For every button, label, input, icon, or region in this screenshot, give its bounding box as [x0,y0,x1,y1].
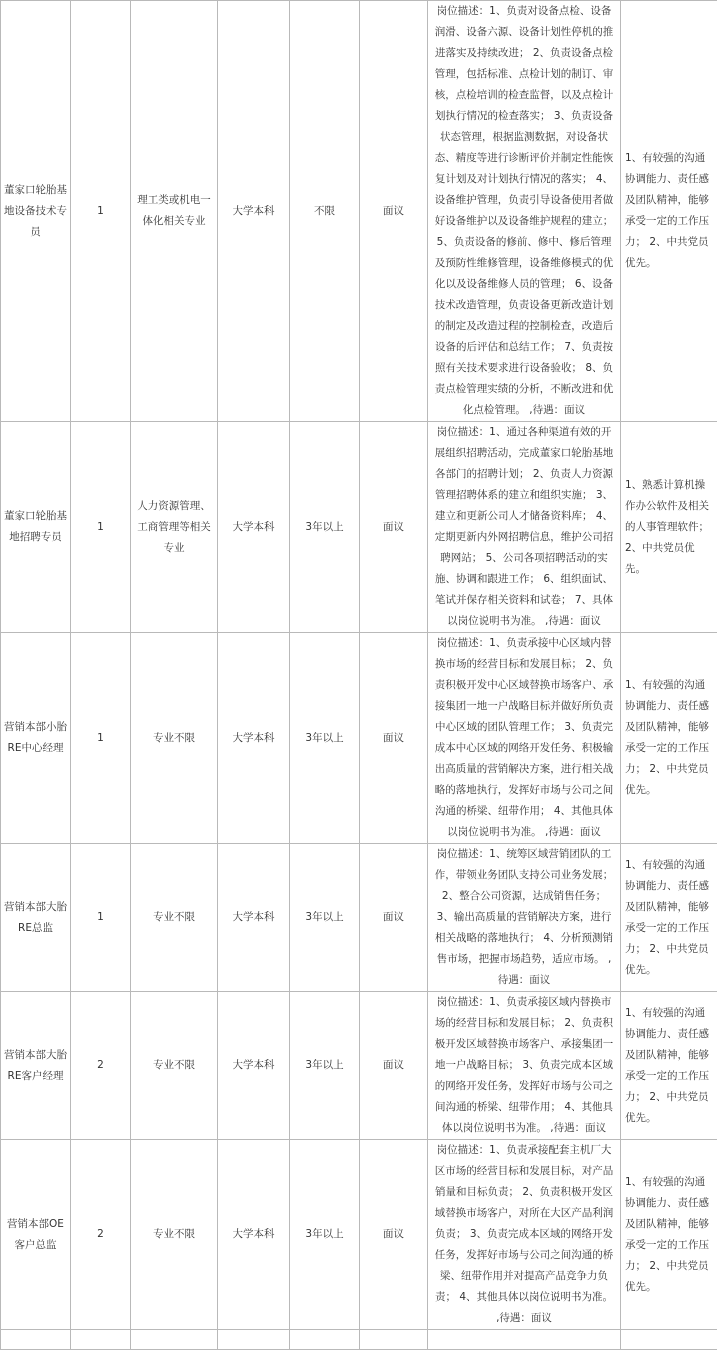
experience-cell: 3年以上 [290,1140,360,1330]
table-row [1,422,717,633]
salary-cell: 面议 [360,1,428,422]
requirements-cell: 1、有较强的沟通协调能力、责任感及团队精神，能够承受一定的工作压力； 2、中共党员优先。 [621,844,717,992]
requirements-cell: 1、有较强的沟通协调能力、责任感及团队精神，能够承受一定的工作压力； 2、中共党员优先。 [621,1,717,422]
major-cell: 专业不限 [131,844,218,992]
experience-cell: 3年以上 [290,422,360,633]
count-cell: 2 [71,1140,131,1330]
description-cell: 岗位描述：1、负责承接配套主机厂大区市场的经营目标和发展目标，对产品销量和目标负责； 2、负责积极开发区域替换市场客户，对所在大区产品利润负责； 3、负责完成本区域的网络开发任务，发挥好市场与公司之间沟通的桥梁、纽带作用并对提高产品竞争力负责； 4、其他具体以岗位说明书为准。 ,待遇：面议 [428,1140,621,1330]
count-cell: 1 [71,1,131,422]
education-cell: 大学本科 [218,844,290,992]
description-cell: 岗位描述：1、通过各种渠道有效的开展组织招聘活动，完成董家口轮胎基地各部门的招聘计划； 2、负责人力资源管理招聘体系的建立和组织实施； 3、建立和更新公司人才储备资料库； 4、定期更新内外网招聘信息，维护公司招聘网站； 5、公司各项招聘活动的实施、协调和跟进工作； 6、组织面试、笔试并保存相关资料和试卷； 7、具体以岗位说明书为准。 ,待遇：面议 [428,422,621,633]
major-cell: 专业不限 [131,992,218,1140]
table-row [1,633,717,844]
major-cell: 专业不限 [131,633,218,844]
empty-cell [131,1330,218,1350]
table-row [1,1,717,422]
empty-cell [1,1330,71,1350]
experience-cell: 3年以上 [290,633,360,844]
education-cell: 大学本科 [218,422,290,633]
table-row [1,1140,717,1330]
position-cell: 营销本部大胎RE客户经理 [1,992,71,1140]
experience-cell: 不限 [290,1,360,422]
position-cell: 营销本部OE客户总监 [1,1140,71,1330]
description-cell: 岗位描述：1、负责承接区域内替换市场的经营目标和发展目标； 2、负责积极开发区域替换市场客户、承接集团一地一户战略目标； 3、负责完成本区域的网络开发任务，发挥好市场与公司之间沟通的桥梁、纽带作用； 4、其他具体以岗位说明书为准。 ,待遇：面议 [428,992,621,1140]
table-row [1,992,717,1140]
count-cell: 1 [71,844,131,992]
position-cell: 营销本部大胎RE总监 [1,844,71,992]
position-cell: 营销本部小胎RE中心经理 [1,633,71,844]
count-cell: 1 [71,633,131,844]
description-cell: 岗位描述：1、统筹区域营销团队的工作，带领业务团队支持公司业务发展； 2、整合公司资源，达成销售任务； 3、输出高质量的营销解决方案，进行相关战略的落地执行； 4、分析预测销售市场，把握市场趋势，适应市场。 ,待遇：面议 [428,844,621,992]
major-cell: 人力资源管理、工商管理等相关专业 [131,422,218,633]
count-cell: 1 [71,422,131,633]
major-cell: 专业不限 [131,1140,218,1330]
empty-cell [621,1330,717,1350]
description-cell: 岗位描述：1、负责承接中心区域内替换市场的经营目标和发展目标； 2、负责积极开发中心区域替换市场客户、承接集团一地一户战略目标并做好所负责中心区域的团队管理工作； 3、负责完成本中心区域的网络开发任务、积极输出高质量的营销解决方案，进行相关战略的落地执行，发挥好市场与公司之间沟通的桥梁、纽带作用； 4、其他具体以岗位说明书为准。 ,待遇：面议 [428,633,621,844]
table-row-partial [1,1330,717,1350]
position-cell: 董家口轮胎基地招聘专员 [1,422,71,633]
salary-cell: 面议 [360,422,428,633]
education-cell: 大学本科 [218,992,290,1140]
salary-cell: 面议 [360,1140,428,1330]
requirements-cell: 1、有较强的沟通协调能力、责任感及团队精神，能够承受一定的工作压力； 2、中共党员优先。 [621,633,717,844]
requirements-cell: 1、有较强的沟通协调能力、责任感及团队精神，能够承受一定的工作压力； 2、中共党员优先。 [621,1140,717,1330]
education-cell: 大学本科 [218,633,290,844]
count-cell: 2 [71,992,131,1140]
major-cell: 理工类或机电一体化相关专业 [131,1,218,422]
experience-cell: 3年以上 [290,844,360,992]
experience-cell: 3年以上 [290,992,360,1140]
position-cell: 董家口轮胎基地设备技术专员 [1,1,71,422]
salary-cell: 面议 [360,844,428,992]
empty-cell [71,1330,131,1350]
salary-cell: 面议 [360,992,428,1140]
education-cell: 大学本科 [218,1,290,422]
requirements-cell: 1、有较强的沟通协调能力、责任感及团队精神，能够承受一定的工作压力； 2、中共党员优先。 [621,992,717,1140]
table-row [1,844,717,992]
empty-cell [218,1330,290,1350]
education-cell: 大学本科 [218,1140,290,1330]
empty-cell [428,1330,621,1350]
salary-cell: 面议 [360,633,428,844]
description-cell: 岗位描述：1、负责对设备点检、设备润滑、设备六源、设备计划性停机的推进落实及持续改进； 2、负责设备点检管理，包括标准、点检计划的制订、审核，点检培训的检查监督，以及点检计划执行情况的检查落实； 3、负责设备状态管理，根据监测数据，对设备状态、精度等进行诊断评价并制定性能恢复计划及对计划执行情况的落实； 4、设备维护管理，负责引导设备使用者做好设备维护以及设备维护规程的建立； 5、负责设备的修前、修中、修后管理及预防性维修管理，设备维修模式的优化以及设备维修人员的管理； 6、设备技术改造管理，负责设备更新改造计划的制定及改造过程的控制检查，改造后设备的后评估和总结工作； 7、负责按照有关技术要求进行设备验收； 8、负责点检管理实绩的分析，不断改进和优化点检管理。 ,待遇：面议 [428,1,621,422]
empty-cell [360,1330,428,1350]
requirements-cell: 1、熟悉计算机操作办公软件及相关的人事管理软件； 2、中共党员优先。 [621,422,717,633]
empty-cell [290,1330,360,1350]
